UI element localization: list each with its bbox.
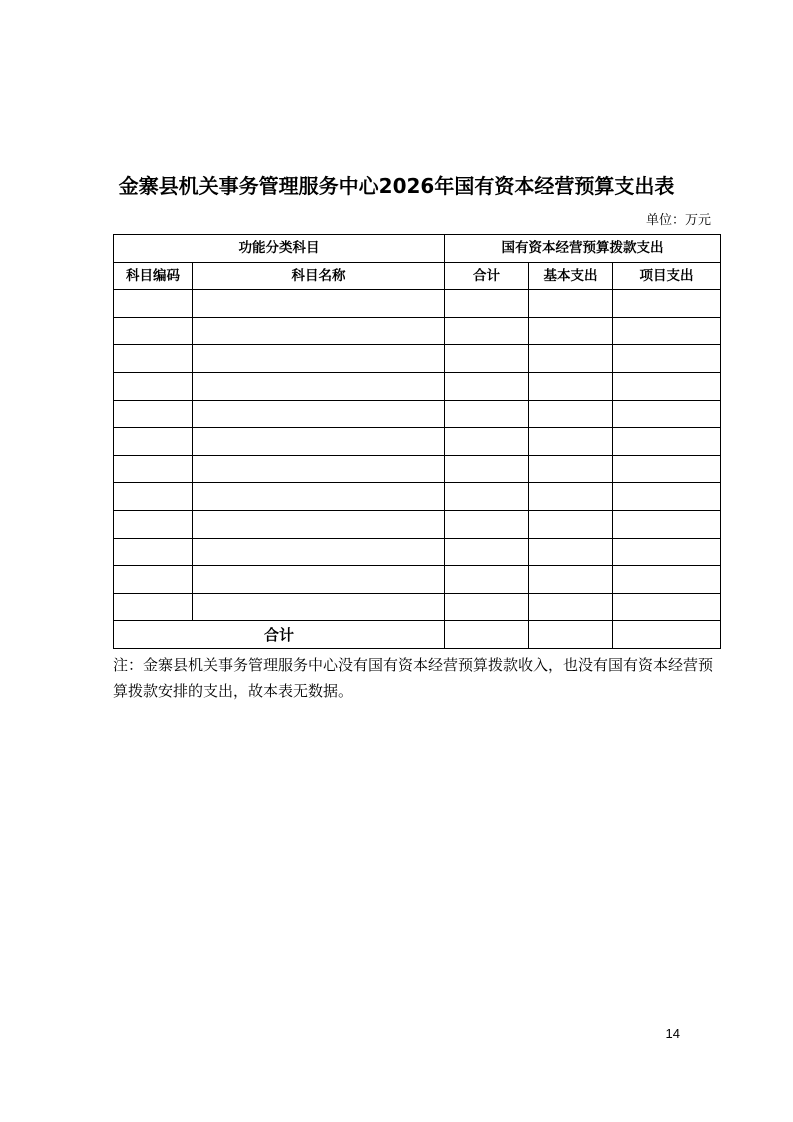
subject-name-cell [193,372,445,400]
basic-expenditure-cell [529,345,613,373]
budget-expenditure-table [113,234,721,649]
table-row [114,428,721,456]
subject-name-cell [193,455,445,483]
unit-label: 单位：万元 [645,213,711,228]
table-row [114,290,721,318]
subject-name-cell [193,345,445,373]
table-row [114,400,721,428]
total-cell [445,345,529,373]
project-expenditure-cell [613,290,721,318]
project-expenditure-cell [613,317,721,345]
total-cell [445,400,529,428]
group-header-allocation-expenditure: 国有资本经营预算拨款支出 [445,235,721,263]
column-header-project-expenditure: 项目支出 [613,262,721,290]
total-cell [445,510,529,538]
project-expenditure-cell [613,345,721,373]
subject-name-cell [193,400,445,428]
subject-code-cell [114,400,193,428]
subject-name-cell [193,290,445,318]
subject-name-cell [193,483,445,511]
subject-code-cell [114,455,193,483]
subject-code-cell [114,566,193,594]
project-expenditure-cell [613,510,721,538]
basic-expenditure-cell [529,455,613,483]
project-expenditure-cell [613,566,721,594]
column-header-subject-code: 科目编码 [114,262,193,290]
table-row [114,566,721,594]
page-number: 14 [665,1026,680,1041]
total-cell [445,566,529,594]
table-row [114,455,721,483]
basic-expenditure-cell [529,510,613,538]
subject-name-cell [193,317,445,345]
total-row-basic-cell [529,621,613,649]
total-row-label: 合计 [114,621,445,649]
subject-name-cell [193,510,445,538]
table-row [114,317,721,345]
project-expenditure-cell [613,428,721,456]
table-row [114,483,721,511]
project-expenditure-cell [613,483,721,511]
table-row [114,372,721,400]
project-expenditure-cell [613,372,721,400]
basic-expenditure-cell [529,372,613,400]
table-row [114,345,721,373]
column-header-total: 合计 [445,262,529,290]
column-header-subject-name: 科目名称 [193,262,445,290]
total-cell [445,455,529,483]
total-cell [445,428,529,456]
total-cell [445,290,529,318]
total-cell [445,372,529,400]
subject-code-cell [114,345,193,373]
subject-name-cell [193,538,445,566]
subject-code-cell [114,317,193,345]
subject-code-cell [114,290,193,318]
basic-expenditure-cell [529,566,613,594]
basic-expenditure-cell [529,538,613,566]
subject-name-cell [193,566,445,594]
project-expenditure-cell [613,538,721,566]
total-row-total-cell [445,621,529,649]
basic-expenditure-cell [529,400,613,428]
group-header-row [114,235,721,263]
total-row [114,621,721,649]
table-row [114,510,721,538]
total-cell [445,483,529,511]
total-row-project-cell [613,621,721,649]
basic-expenditure-cell [529,317,613,345]
table-row [114,593,721,621]
basic-expenditure-cell [529,593,613,621]
subject-code-cell [114,372,193,400]
total-cell [445,538,529,566]
total-cell [445,317,529,345]
table-note: 注：金寨县机关事务管理服务中心没有国有资本经营预算拨款收入，也没有国有资本经营预算拨款安排的支出，故本表无数据。 [113,656,714,700]
table-row [114,538,721,566]
column-header-basic-expenditure: 基本支出 [529,262,613,290]
subject-name-cell [193,593,445,621]
project-expenditure-cell [613,593,721,621]
project-expenditure-cell [613,455,721,483]
subject-code-cell [114,593,193,621]
group-header-function-category: 功能分类科目 [114,235,445,263]
subject-code-cell [114,483,193,511]
column-header-row [114,262,721,290]
basic-expenditure-cell [529,290,613,318]
subject-code-cell [114,538,193,566]
total-cell [445,593,529,621]
project-expenditure-cell [613,400,721,428]
basic-expenditure-cell [529,483,613,511]
subject-name-cell [193,428,445,456]
document-title: 金寨县机关事务管理服务中心2026年国有资本经营预算支出表 [118,174,675,198]
subject-code-cell [114,428,193,456]
subject-code-cell [114,510,193,538]
basic-expenditure-cell [529,428,613,456]
